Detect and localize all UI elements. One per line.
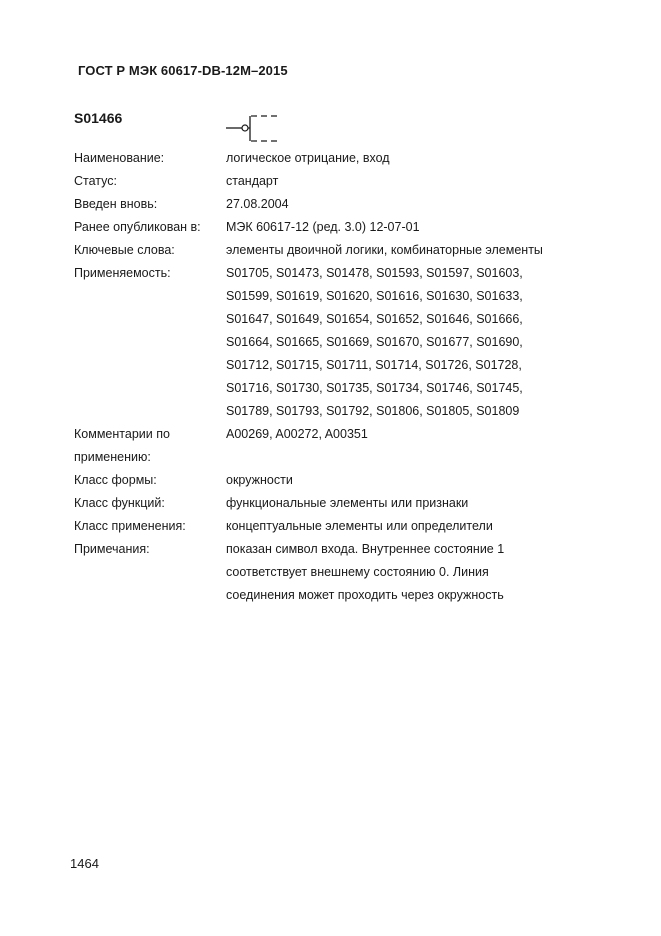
field-value — [226, 216, 594, 239]
field-value-line: S01664, S01665, S01669, S01670, S01677, S01690, — [226, 335, 523, 349]
field-row — [74, 492, 594, 515]
field-row — [74, 423, 594, 469]
field-row — [74, 193, 594, 216]
field-label: Ключевые слова: — [74, 243, 175, 257]
field-value-line: логическое отрицание, вход — [226, 151, 390, 165]
field-value-line: соответствует внешнему состоянию 0. Линия — [226, 565, 489, 579]
field-label: Введен вновь: — [74, 197, 158, 211]
field-value-line: показан символ входа. Внутреннее состояние 1 — [226, 542, 505, 556]
field-row — [74, 515, 594, 538]
field-value — [226, 538, 594, 607]
field-value — [226, 262, 594, 423]
field-row — [74, 170, 594, 193]
field-value-line: S01789, S01793, S01792, S01806, S01805, S01809 — [226, 404, 520, 418]
field-value-line: S01647, S01649, S01654, S01652, S01646, S01666, — [226, 312, 523, 326]
document-header: ГОСТ Р МЭК 60617-DB-12M–2015 — [78, 63, 288, 78]
page-number: 1464 — [70, 856, 99, 871]
field-value-line: S01712, S01715, S01711, S01714, S01726, S01728, — [226, 358, 522, 372]
field-value-line: МЭК 60617-12 (ред. 3.0) 12-07-01 — [226, 220, 420, 234]
field-label: Ранее опубликован в: — [74, 220, 201, 234]
field-list — [74, 147, 594, 607]
field-value — [226, 193, 594, 216]
field-label: Наименование: — [74, 151, 165, 165]
field-value-line: 27.08.2004 — [226, 197, 289, 211]
field-value — [226, 492, 594, 515]
field-label: Комментарии по применению: — [74, 427, 170, 464]
field-value — [226, 147, 594, 170]
field-value-line: функциональные элементы или признаки — [226, 496, 469, 510]
field-value-line: S01705, S01473, S01478, S01593, S01597, S01603, — [226, 266, 523, 280]
field-row — [74, 469, 594, 492]
field-value-line: S01716, S01730, S01735, S01734, S01746, S01745, — [226, 381, 523, 395]
field-value-line: S01599, S01619, S01620, S01616, S01630, S01633, — [226, 289, 523, 303]
symbol-code: S01466 — [74, 110, 123, 126]
field-value — [226, 469, 594, 492]
field-label: Класс применения: — [74, 519, 186, 533]
field-row — [74, 147, 594, 170]
field-label: Класс формы: — [74, 473, 157, 487]
field-value — [226, 170, 594, 193]
field-row — [74, 538, 594, 607]
field-value-line: элементы двоичной логики, комбинаторные элементы — [226, 243, 543, 257]
field-value-line: соединения может проходить через окружность — [226, 588, 504, 602]
field-value — [226, 239, 594, 262]
field-label: Класс функций: — [74, 496, 165, 510]
field-value — [226, 423, 594, 469]
field-label: Применяемость: — [74, 266, 171, 280]
field-label: Статус: — [74, 174, 117, 188]
field-value-line: A00269, A00272, A00351 — [226, 427, 368, 441]
field-row — [74, 216, 594, 239]
field-value-line: окружности — [226, 473, 293, 487]
field-value — [226, 515, 594, 538]
field-value-line: стандарт — [226, 174, 279, 188]
field-value-line: концептуальные элементы или определители — [226, 519, 493, 533]
field-row — [74, 239, 594, 262]
field-row — [74, 262, 594, 423]
field-label: Примечания: — [74, 542, 150, 556]
negated-input-logic-symbol-icon — [226, 112, 286, 146]
